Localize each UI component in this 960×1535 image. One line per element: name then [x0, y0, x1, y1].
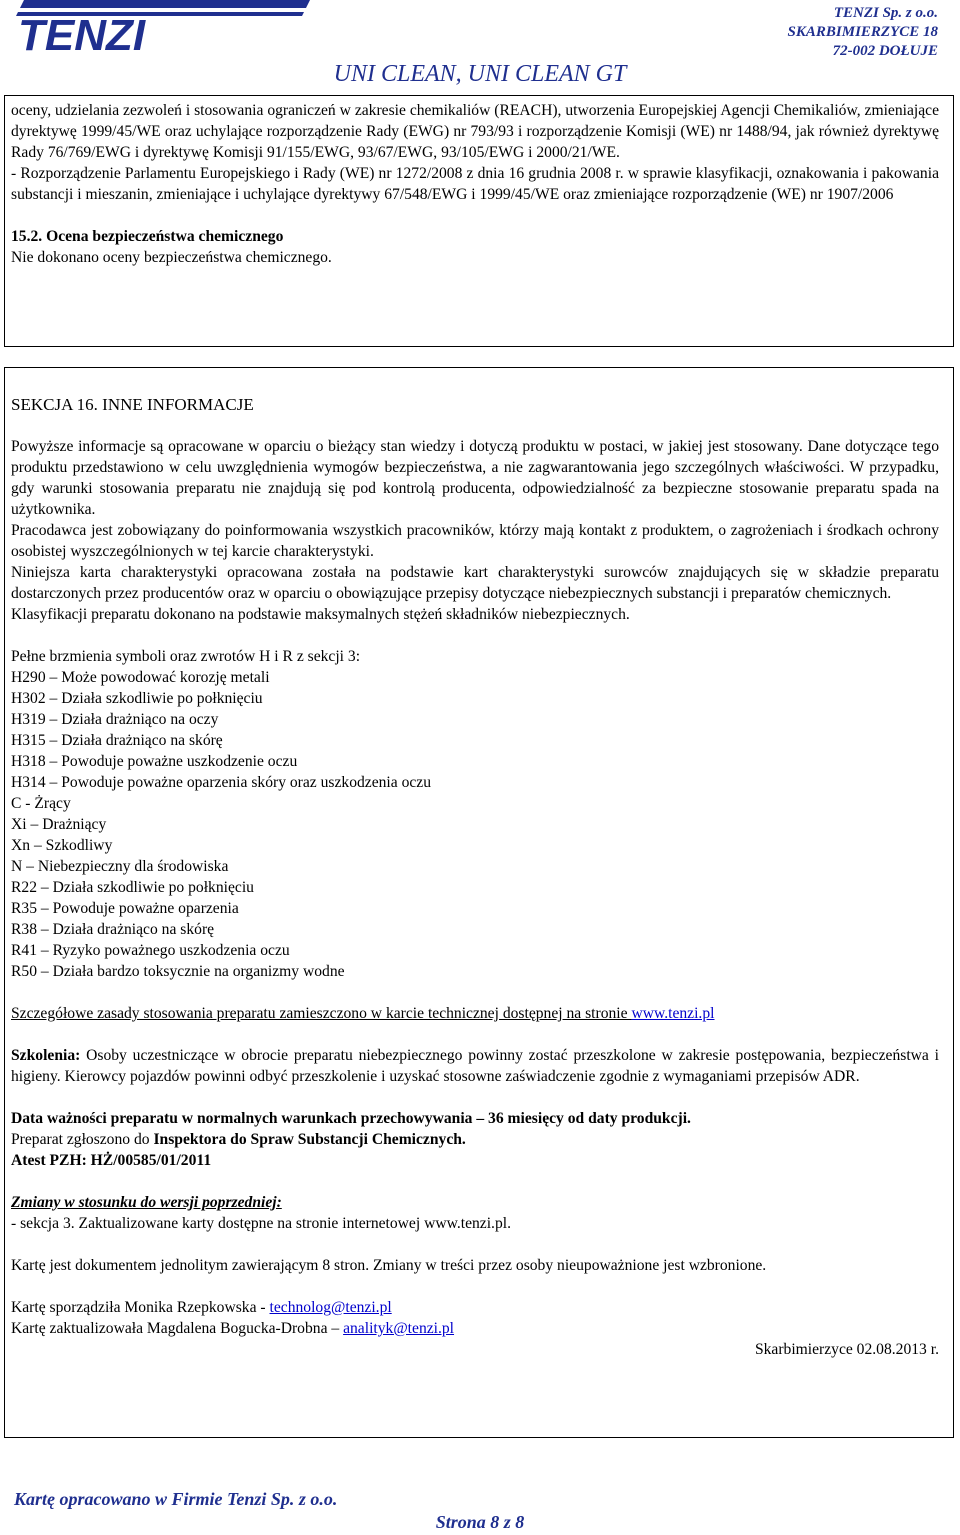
- prepared-by: Kartę sporządziła Monika Rzepkowska -: [11, 1299, 270, 1316]
- info-paragraph-4: Klasyfikacji preparatu dokonano na podstawie maksymalnych stężeń składników niebezpiecznych.: [11, 606, 630, 623]
- technolog-email-link[interactable]: technolog@tenzi.pl: [269, 1299, 392, 1316]
- symbol-item: H302 – Działa szkodliwie po połknięciu: [11, 690, 263, 707]
- reported-to: Inspektora do Spraw Substancji Chemicznych.: [153, 1131, 466, 1148]
- symbol-item: H290 – Może powodować korozję metali: [11, 669, 270, 686]
- symbol-item: R41 – Ryzyko poważnego uszkodzenia oczu: [11, 942, 290, 959]
- updated-by: Kartę zaktualizowała Magdalena Bogucka-Drobna –: [11, 1320, 344, 1337]
- section-15-content: [11, 100, 939, 268]
- company-address: [788, 4, 938, 61]
- training-paragraph: [11, 1045, 939, 1087]
- info-paragraph-1: Powyższe informacje są opracowane w oparciu o bieżący stan wiedzy i dotyczą produktu w postaci, w jakiej jest stosowany. Dane dotyczące tego produktu przedstawiono w celu uwzględnienia wymogów bezpieczeństwa, a nie zagwarantowania jego szczególnych właściwości. W przypadku, gdy warunki stosowania preparatu nie znajdują się pod kontrolą producenta, odpowiedzialność za bezpieczne stosowanie preparatu spada na użytkownika.: [11, 438, 939, 518]
- info-paragraph-2: Pracodawca jest zobowiązany do poinformowania wszystkich pracowników, którzy mają kontakt z produktem, o zagrożeniach i środkach ochrony osobistej wyszczególnionych w tej karcie charakterystyki.: [11, 522, 939, 560]
- symbol-item: R38 – Działa drażniąco na skórę: [11, 921, 215, 938]
- symbol-item: R50 – Działa bardzo toksycznie na organizmy wodne: [11, 963, 345, 980]
- symbol-item: N – Niebezpieczny dla środowiska: [11, 858, 229, 875]
- place-date: Skarbimierzyce 02.08.2013 r.: [754, 1341, 939, 1358]
- symbol-item: R35 – Powoduje poważne oparzenia: [11, 900, 239, 917]
- company-name: TENZI Sp. z o.o.: [833, 5, 938, 21]
- prepared-by-line: [11, 1297, 939, 1318]
- symbol-item: C - Żrący: [11, 795, 71, 812]
- tenzi-logo: [14, 0, 310, 52]
- symbol-item: Xn – Szkodliwy: [11, 837, 113, 854]
- symbol-item: Xi – Drażniący: [11, 816, 107, 833]
- regulation-paragraph-1: oceny, udzielania zezwoleń i stosowania ograniczeń w zakresie chemikaliów (REACH), utworzenia Europejskiej Agencji Chemikaliów, zmieniające dyrektywę 1999/45/WE oraz uchylające rozporządzenie Rady (EWG) nr 793/93 i rozporządzenie Komisji (WE) nr 1488/94, jak również dyrektywę Rady 76/769/EWG i dyrektywę Komisji 91/155/EWG, 93/67/EWG, 93/105/EWG i 2000/21/WE.: [11, 102, 939, 161]
- reported-note: [11, 1129, 939, 1150]
- safety-assessment-heading: 15.2. Ocena bezpieczeństwa chemicznego: [11, 228, 284, 245]
- info-paragraph-3: Niniejsza karta charakterystyki opracowana została na podstawie kart charakterystyki surowców znajdujących się w składzie preparatu dostarczonych przez producentów oraz w oparciu o obowiązujące przepisy dotyczące niebezpiecznych substancji i preparatów chemicznych.: [11, 564, 939, 602]
- updated-by-line: [11, 1318, 939, 1339]
- validity-note: Data ważności preparatu w normalnych warunkach przechowywania – 36 miesięcy od daty produkcji.: [11, 1110, 691, 1127]
- changes-item: - sekcja 3. Zaktualizowane karty dostępne na stronie internetowej www.tenzi.pl.: [11, 1215, 511, 1232]
- logo-text: TENZI: [18, 11, 146, 52]
- atest-note: Atest PZH: HŻ/00585/01/2011: [11, 1152, 212, 1169]
- company-postal: 72-002 DOŁUJE: [832, 43, 938, 59]
- training-text: Osoby uczestniczące w obrocie preparatu niebezpiecznego powinny zostać przeszkolone w zakresie postępowania, bezpieczeństwa i higieny. Kierowcy pojazdów powinni odbyć przeszkolenie i uzyskać stosowne zaświadczenie zgodnie z wymaganiami przepisów ADR.: [11, 1047, 939, 1085]
- regulation-paragraph-2: - Rozporządzenie Parlamentu Europejskiego i Rady (WE) nr 1272/2008 z dnia 16 grudnia 2008 r. w sprawie klasyfikacji, oznakowania i pakowania substancji i mieszanin, zmieniające i uchylające dyrektywy 67/548/EWG i 1999/45/WE oraz zmieniające rozporządzenie (WE) nr 1907/2006: [11, 165, 939, 203]
- company-street: SKARBIMIERZYCE 18: [787, 24, 938, 40]
- tenzi-website-link[interactable]: www.tenzi.pl: [631, 1005, 715, 1022]
- symbols-intro: Pełne brzmienia symboli oraz zwrotów H i R z sekcji 3:: [11, 648, 361, 665]
- symbol-list: [11, 667, 939, 982]
- symbol-item: H319 – Działa drażniąco na oczy: [11, 711, 219, 728]
- symbol-item: H314 – Powoduje poważne oparzenia skóry oraz uszkodzenia oczu: [11, 774, 432, 791]
- product-name: UNI CLEAN, UNI CLEAN GT: [333, 61, 627, 87]
- details-text: Szczegółowe zasady stosowania preparatu zamieszczono w karcie technicznej dostępnej na stronie: [11, 1005, 632, 1022]
- symbol-item: H318 – Powoduje poważne uszkodzenie oczu: [11, 753, 298, 770]
- footer-prepared-in: Kartę opracowano w Firmie Tenzi Sp. z o.o.: [14, 1489, 338, 1509]
- training-label: Szkolenia:: [11, 1047, 81, 1064]
- footer-page-number: Strona 8 z 8: [435, 1512, 525, 1532]
- symbol-item: H315 – Działa drażniąco na skórę: [11, 732, 223, 749]
- symbol-item: R22 – Działa szkodliwie po połknięciu: [11, 879, 254, 896]
- section-16-heading: SEKCJA 16. INNE INFORMACJE: [11, 395, 254, 414]
- analityk-email-link[interactable]: analityk@tenzi.pl: [343, 1320, 455, 1337]
- reported-prefix: Preparat zgłoszono do: [11, 1131, 154, 1148]
- details-note: [11, 1003, 939, 1024]
- changes-heading: Zmiany w stosunku do wersji poprzedniej:: [11, 1194, 282, 1211]
- document-note: Kartę jest dokumentem jednolitym zawierającym 8 stron. Zmiany w treści przez osoby nieupoważnione jest wzbronione.: [11, 1257, 767, 1274]
- section-16-content: [11, 394, 939, 1360]
- safety-assessment-body: Nie dokonano oceny bezpieczeństwa chemicznego.: [11, 249, 332, 266]
